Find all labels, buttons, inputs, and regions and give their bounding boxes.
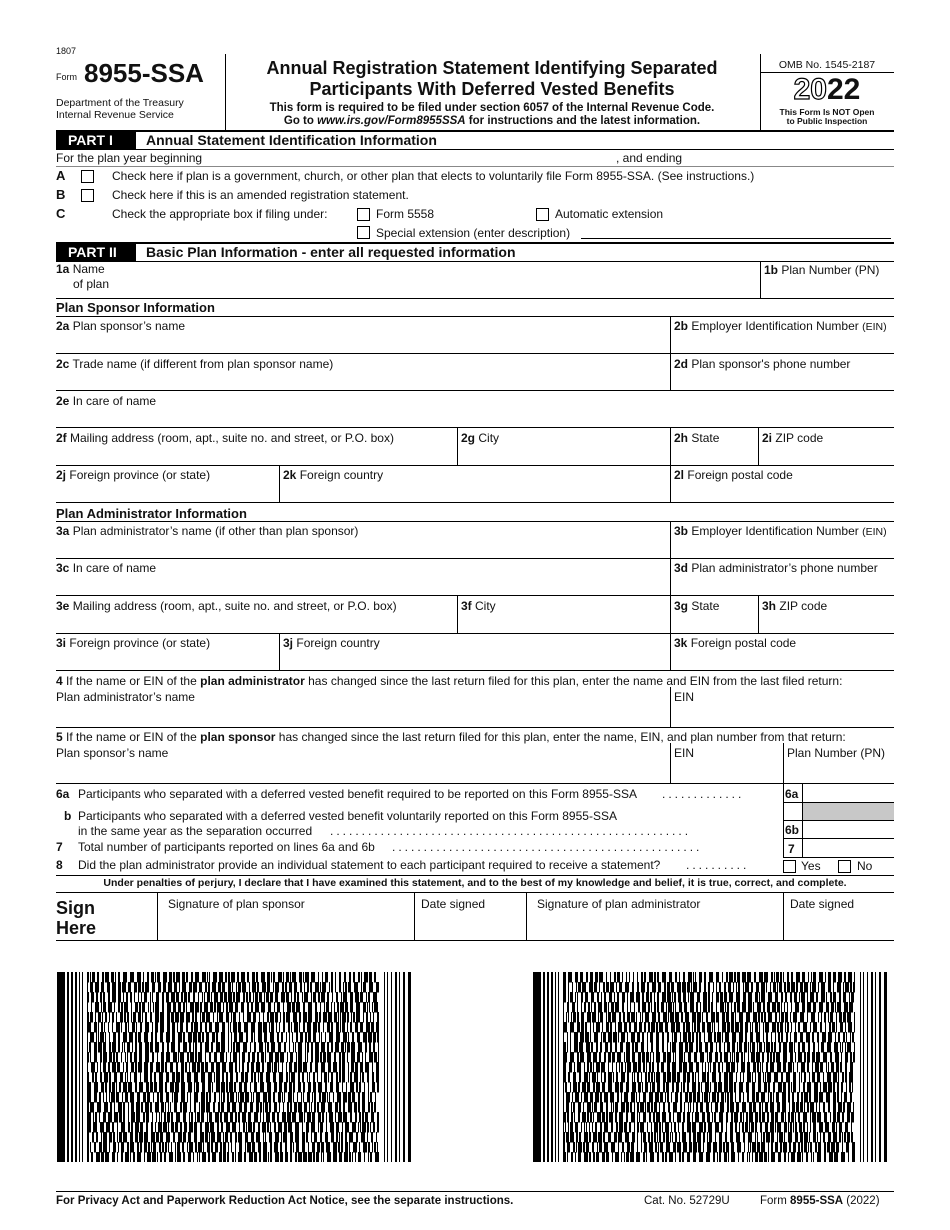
administrator-name-input[interactable]: [56, 539, 669, 558]
field-2a-label: 2a Plan sponsor’s name: [56, 319, 185, 333]
field-2b-label: 2b Employer Identification Number (EIN): [674, 319, 887, 333]
line-4-name-input[interactable]: [56, 704, 669, 726]
field-1a-label-cont: of plan: [73, 277, 110, 291]
checkbox-government-plan[interactable]: [81, 170, 94, 183]
administrator-zip-input[interactable]: [760, 614, 892, 632]
field-2f-label: 2f Mailing address (room, apt., suite no. and street, or P.O. box): [56, 431, 394, 445]
checkbox-line-8-no[interactable]: [838, 860, 851, 873]
field-3k-label: 3k Foreign postal code: [674, 636, 797, 650]
date-signed-administrator-input[interactable]: [784, 912, 894, 939]
administrator-foreign-country-input[interactable]: [281, 651, 669, 669]
field-2h-label: 2h State: [674, 431, 720, 445]
plan-number-input[interactable]: [762, 278, 892, 298]
form-title-line1: Annual Registration Statement Identifying Separated: [266, 58, 718, 78]
line-7-box-label: 7: [788, 842, 795, 856]
administrator-phone-input[interactable]: [672, 576, 892, 595]
line-5-text: 5 If the name or EIN of the plan sponsor has changed since the last return filed for this plan, enter the name, EIN, and plan number from that return:: [56, 730, 846, 744]
part1-tag: PART I: [56, 131, 136, 149]
option-automatic-extension: Automatic extension: [555, 207, 664, 221]
field-3b-label: 3b Employer Identification Number (EIN): [674, 524, 887, 538]
signature-sponsor-input[interactable]: [158, 912, 413, 939]
line-7-num: 7: [56, 840, 63, 854]
line-6b-leader: .........................................................: [330, 824, 692, 838]
field-2l-label: 2l Foreign postal code: [674, 468, 793, 482]
field-2d-label: 2d Plan sponsor's phone number: [674, 357, 851, 371]
line-4-ein-label: EIN: [674, 690, 695, 704]
field-3h-label: 3h ZIP code: [762, 599, 828, 613]
plan-administrator-heading: Plan Administrator Information: [56, 506, 247, 521]
sponsor-phone-input[interactable]: [672, 372, 892, 390]
part2-header: [56, 243, 894, 261]
form-subtitle-2: Go to www.irs.gov/Form8955SSA for instructions and the latest information.: [283, 115, 701, 127]
dept-treasury: Department of the Treasury: [56, 97, 184, 109]
signature-administrator-input[interactable]: [527, 912, 782, 939]
administrator-city-input[interactable]: [459, 614, 669, 632]
field-2k-label: 2k Foreign country: [283, 468, 384, 482]
not-open-line1: This Form Is NOT Open: [779, 107, 875, 117]
date-signed-administrator-label: Date signed: [790, 897, 855, 911]
plan-sponsor-heading: Plan Sponsor Information: [56, 300, 215, 315]
administrator-address-input[interactable]: [56, 614, 456, 632]
sign-label-1: Sign: [56, 898, 95, 918]
checkbox-form-5558[interactable]: [357, 208, 370, 221]
sponsor-foreign-province-input[interactable]: [56, 483, 278, 501]
instructions-url[interactable]: www.irs.gov/Form8955SSA: [317, 115, 466, 127]
plan-year-ending: , and ending: [616, 151, 683, 165]
field-2j-label: 2j Foreign province (or state): [56, 468, 211, 482]
form-title-line2: Participants With Deferred Vested Benefits: [309, 79, 675, 99]
line-5-pn-input[interactable]: [785, 760, 892, 782]
sponsor-ein-input[interactable]: [672, 334, 892, 353]
item-a-text: Check here if plan is a government, church, or other plan that elects to voluntarily file Form 8955-SSA. (See instructions.): [112, 169, 755, 183]
form-prefix: Form: [56, 72, 77, 82]
item-c-letter: C: [56, 206, 66, 221]
item-a-letter: A: [56, 168, 66, 183]
not-open-line2: to Public Inspection: [786, 116, 868, 126]
administrator-ein-input[interactable]: [672, 539, 892, 558]
special-extension-description-line[interactable]: [581, 238, 891, 239]
line-7-leader: .................................................: [392, 840, 703, 854]
sponsor-in-care-of-input[interactable]: [56, 409, 892, 427]
field-3a-label: 3a Plan administrator’s name (if other than plan sponsor): [56, 524, 359, 538]
line-8-leader: ..........: [686, 858, 750, 872]
line-4-text: 4 If the name or EIN of the plan administrator has changed since the last return filed for this plan, enter the name and EIN from the last filed return:: [56, 674, 843, 688]
part1-title: Annual Statement Identification Information: [146, 132, 437, 148]
line-5-name-label: Plan sponsor’s name: [56, 746, 169, 760]
part1-header: [56, 131, 894, 149]
administrator-state-input[interactable]: [672, 614, 758, 632]
line-4-name-label: Plan administrator’s name: [56, 690, 195, 704]
plan-year-beginning: For the plan year beginning: [56, 151, 203, 165]
line-6a-num: 6a: [56, 787, 70, 801]
field-3f-label: 3f City: [461, 599, 496, 613]
line-8-num: 8: [56, 858, 63, 872]
field-2g-label: 2g City: [461, 431, 500, 445]
signature-sponsor-label: Signature of plan sponsor: [168, 897, 305, 911]
field-1a-label: 1a Name: [56, 262, 105, 276]
signature-administrator-label: Signature of plan administrator: [537, 897, 701, 911]
sponsor-foreign-country-input[interactable]: [281, 483, 669, 501]
field-2c-label: 2c Trade name (if different from plan sponsor name): [56, 357, 334, 371]
administrator-foreign-province-input[interactable]: [56, 651, 278, 669]
item-c-text: Check the appropriate box if filing under:: [112, 207, 328, 221]
administrator-in-care-of-input[interactable]: [56, 576, 669, 595]
checkbox-special-extension[interactable]: [357, 226, 370, 239]
shaded-area: [803, 803, 894, 820]
irs-name: Internal Revenue Service: [56, 109, 174, 121]
barcode-right: [533, 972, 893, 1162]
sponsor-address-input[interactable]: [56, 446, 456, 464]
field-3e-label: 3e Mailing address (room, apt., suite no. and street, or P.O. box): [56, 599, 397, 613]
field-2i-label: 2i ZIP code: [762, 431, 824, 445]
part2-title: Basic Plan Information - enter all requested information: [146, 244, 516, 260]
tax-year: 2022: [793, 73, 861, 106]
line-7-input[interactable]: [803, 839, 894, 857]
option-form-5558: Form 5558: [376, 207, 435, 221]
line-8-yes-label: Yes: [801, 859, 821, 873]
field-2e-label: 2e In care of name: [56, 394, 157, 408]
form-number: 8955-SSA: [84, 58, 204, 88]
line-6a-box-label: 6a: [785, 787, 799, 801]
plan-name-input[interactable]: [110, 262, 760, 298]
line-6a-input[interactable]: [803, 784, 894, 802]
item-b-text: Check here if this is an amended registration statement.: [112, 188, 409, 202]
line-7-text: Total number of participants reported on lines 6a and 6b: [78, 840, 375, 854]
item-b-letter: B: [56, 187, 66, 202]
line-6a-leader: .............: [662, 787, 745, 801]
footer-form-id: Form 8955-SSA (2022): [760, 1195, 880, 1207]
checkbox-automatic-extension[interactable]: [536, 208, 549, 221]
sponsor-foreign-postal-input[interactable]: [672, 483, 892, 501]
checkbox-line-8-yes[interactable]: [783, 860, 796, 873]
field-1b-label: 1b Plan Number (PN): [764, 263, 880, 277]
field-3d-label: 3d Plan administrator’s phone number: [674, 561, 878, 575]
option-special-extension: Special extension (enter description): [376, 226, 571, 240]
field-3i-label: 3i Foreign province (or state): [56, 636, 211, 650]
form-subtitle-1: This form is required to be filed under section 6057 of the Internal Revenue Code.: [269, 102, 715, 114]
date-signed-sponsor-label: Date signed: [421, 897, 486, 911]
line-8-text: Did the plan administrator provide an individual statement to each participant required to receive a statement?: [78, 858, 661, 872]
checkbox-amended[interactable]: [81, 189, 94, 202]
administrator-foreign-postal-input[interactable]: [672, 651, 892, 669]
date-signed-sponsor-input[interactable]: [415, 912, 525, 939]
line-5-pn-label: Plan Number (PN): [787, 746, 886, 760]
catalog-number: Cat. No. 52729U: [644, 1195, 730, 1207]
sponsor-zip-input[interactable]: [760, 446, 892, 464]
line-6b-num: b: [64, 809, 72, 823]
field-3c-label: 3c In care of name: [56, 561, 157, 575]
line-4-ein-input[interactable]: [672, 704, 892, 726]
line-6b-box-label: 6b: [785, 823, 800, 837]
part2-tag: PART II: [56, 243, 136, 261]
line-6a-text: Participants who separated with a deferred vested benefit required to be reported on this Form 8955-SSA: [78, 787, 637, 801]
plan-sponsor-name-input[interactable]: [56, 334, 669, 353]
line-5-name-input[interactable]: [56, 760, 669, 782]
sign-label-2: Here: [56, 918, 97, 938]
sponsor-state-input[interactable]: [672, 446, 758, 464]
document-code: 1807: [56, 46, 77, 56]
sponsor-city-input[interactable]: [459, 446, 669, 464]
privacy-notice: For Privacy Act and Paperwork Reduction Act Notice, see the separate instructions.: [56, 1195, 514, 1207]
line-6b-text-1: Participants who separated with a deferred vested benefit voluntarily reported on this Form 8955-SSA: [78, 809, 617, 823]
line-6b-input[interactable]: [803, 821, 894, 838]
line-5-ein-label: EIN: [674, 746, 695, 760]
line-5-ein-input[interactable]: [672, 760, 782, 782]
line-8-no-label: No: [857, 859, 873, 873]
field-3j-label: 3j Foreign country: [283, 636, 380, 650]
field-3g-label: 3g State: [674, 599, 720, 613]
barcode-left: [57, 972, 417, 1162]
trade-name-input[interactable]: [56, 372, 669, 390]
line-6b-text-2: in the same year as the separation occurred: [78, 824, 313, 838]
omb-number: OMB No. 1545-2187: [778, 59, 876, 71]
perjury-statement: Under penalties of perjury, I declare that I have examined this statement, and to the best of my knowledge and belief, it is true, correct, and complete.: [103, 877, 847, 889]
